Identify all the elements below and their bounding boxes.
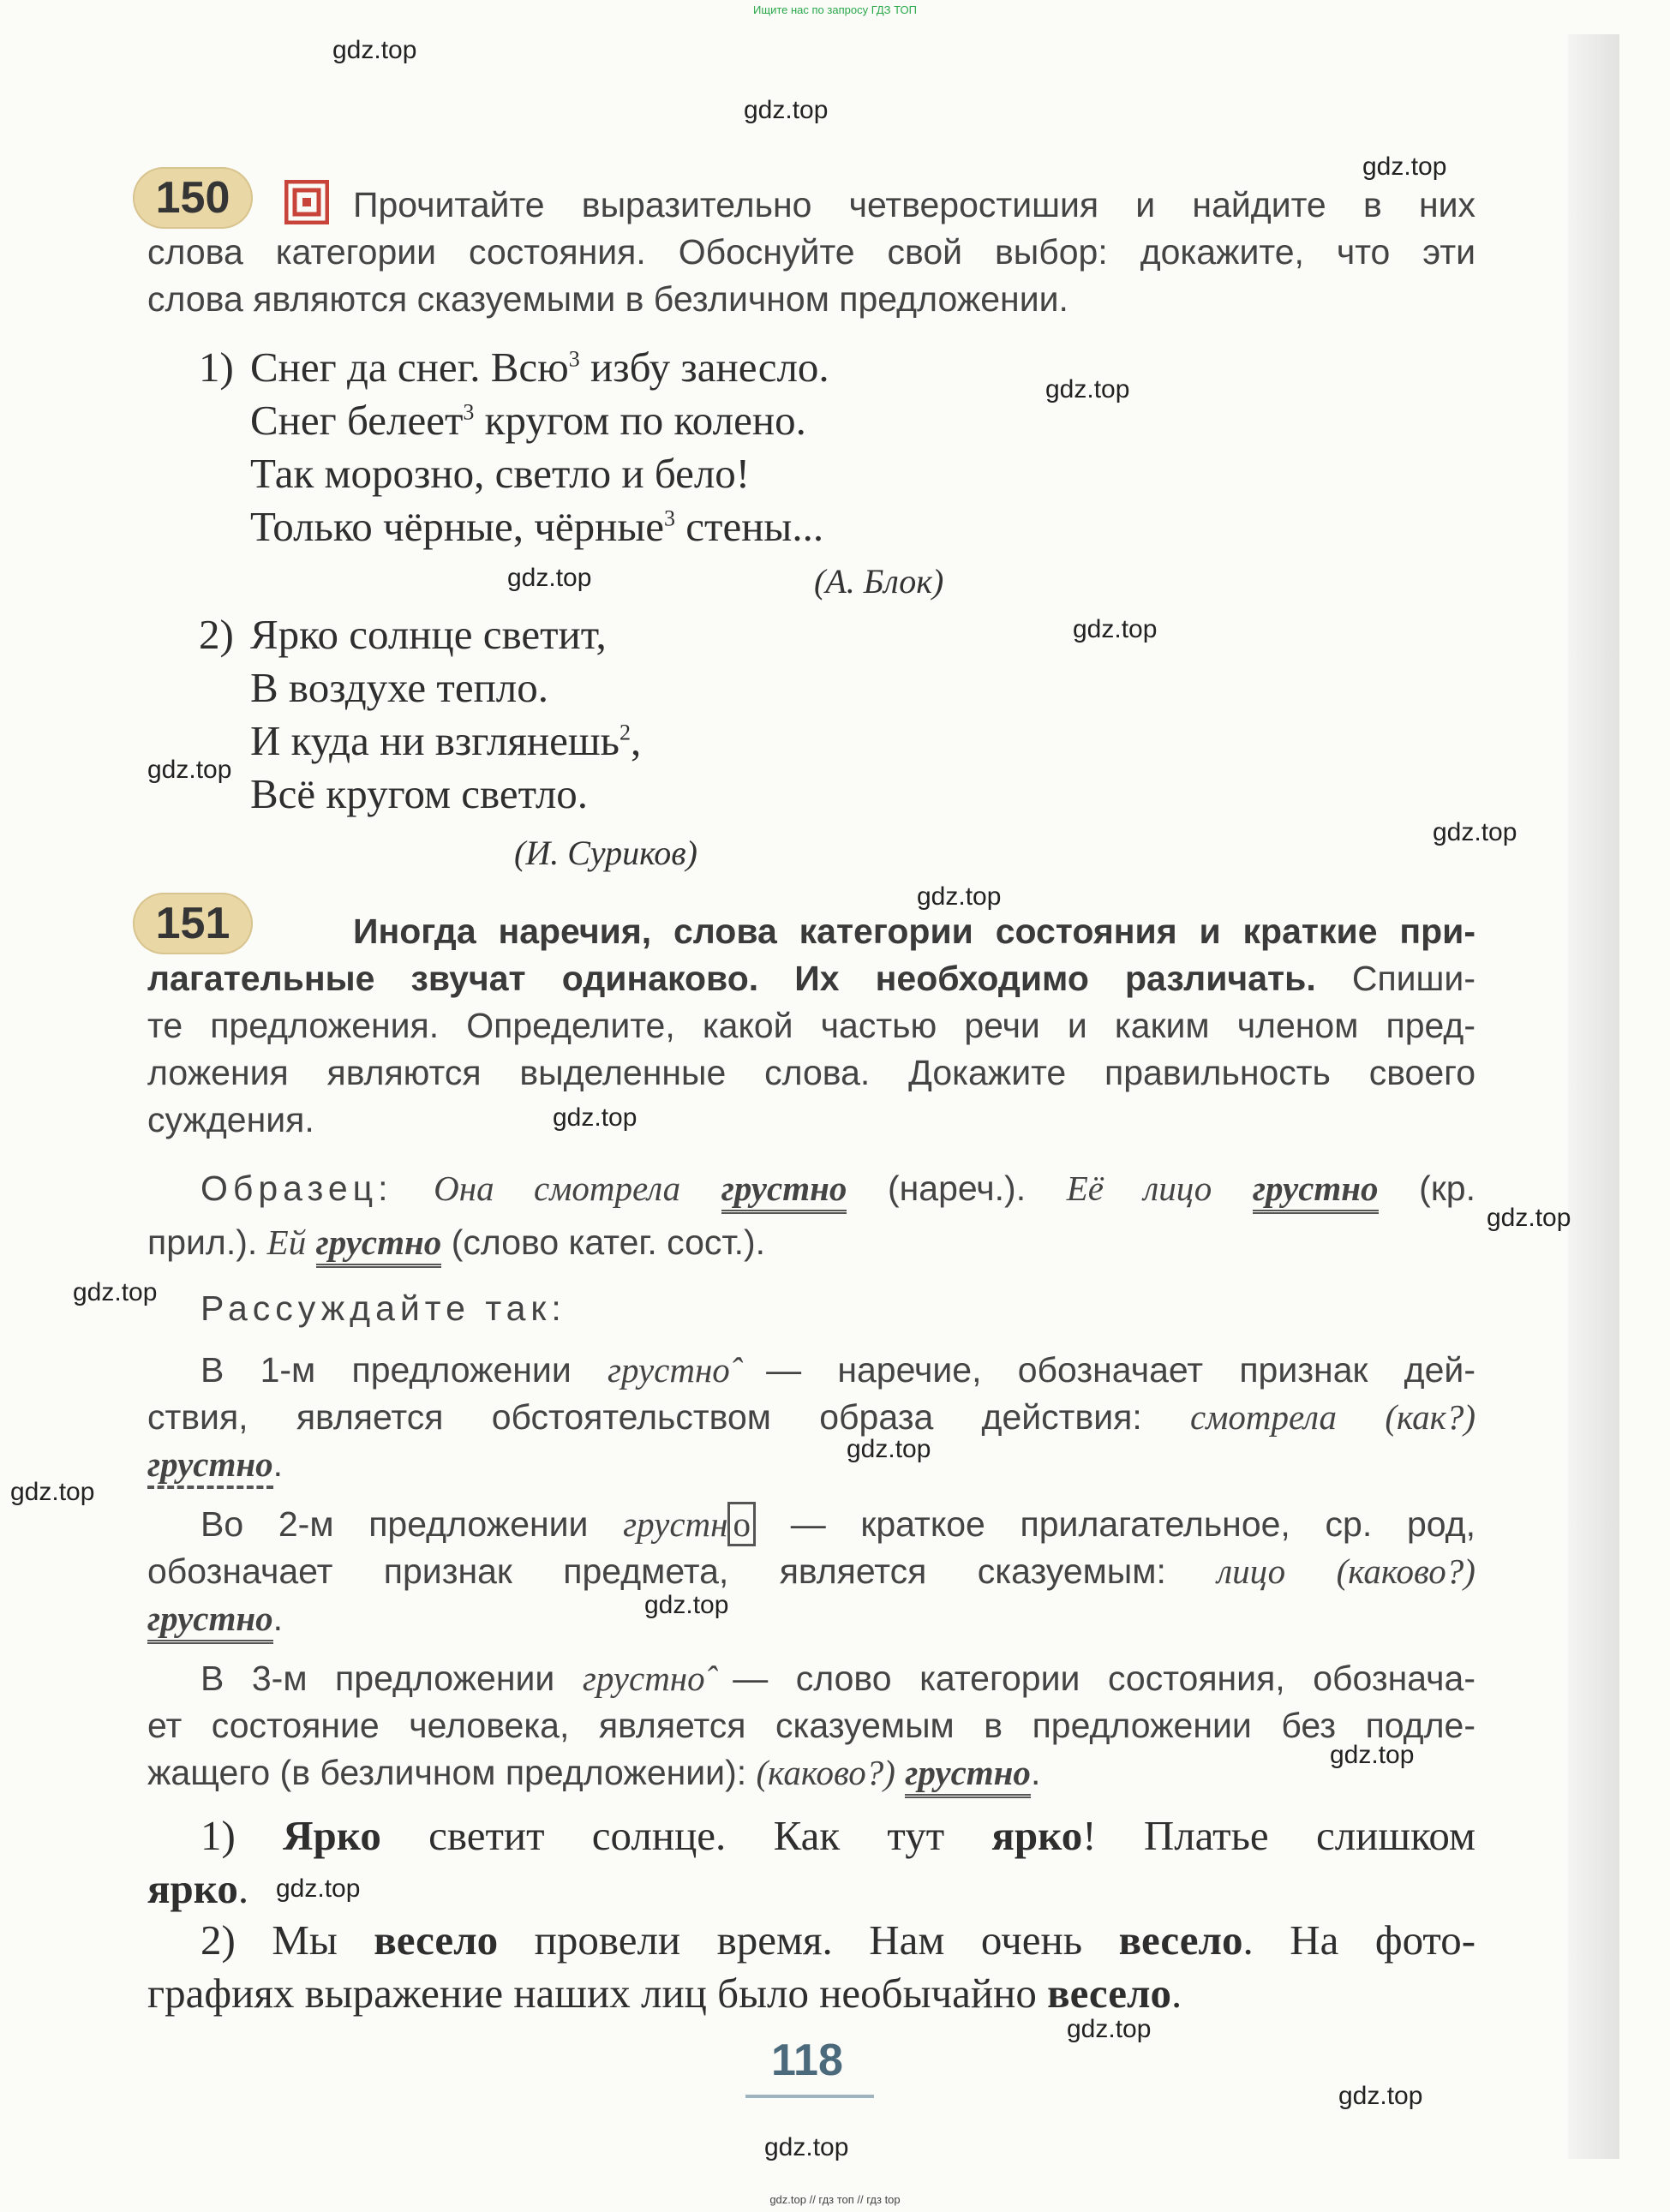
watermark: gdz.top xyxy=(1073,615,1158,643)
sample-block xyxy=(147,1165,1475,1266)
reasoning-label xyxy=(147,1285,1475,1332)
reasoning-line: жащего (в безличном предложении): (каково?) грустно. xyxy=(147,1749,1475,1797)
reasoning-text: — наречие, обозначает признак дей- xyxy=(766,1350,1475,1390)
poem-line: Так морозно, светло и бело! xyxy=(250,450,751,497)
watermark: gdz.top xyxy=(1067,2015,1152,2043)
page-number: 118 xyxy=(771,2036,843,2085)
highlighted-word: грустно xyxy=(147,1599,273,1644)
sentence-line xyxy=(147,1967,1475,2020)
highlighted-word: весело xyxy=(374,1916,499,1964)
task-line: Иногда наречия, слова категории состояния и краткие при- xyxy=(353,912,1475,951)
stress-mark: 2 xyxy=(619,720,631,745)
reasoning-line: грустно. xyxy=(147,1595,1475,1642)
reasoning-line xyxy=(147,1655,1475,1702)
sentence-text: . xyxy=(237,1865,249,1912)
task-line: суждения. xyxy=(147,1100,314,1139)
reasoning-text: — краткое прилагательное, ср. род, xyxy=(790,1504,1475,1544)
exercise-150-task xyxy=(147,182,1475,323)
poem-author: (А. Блок) xyxy=(814,562,944,601)
word-form: смотрела xyxy=(1190,1397,1338,1437)
reasoning-text: обозначает признак предмета, является сказуемым: xyxy=(147,1551,1166,1591)
item-marker: 1) xyxy=(201,1812,236,1859)
watermark: gdz.top xyxy=(1433,818,1517,846)
reasoning-2 xyxy=(147,1501,1475,1642)
watermark: gdz.top xyxy=(73,1278,158,1306)
sentences-2 xyxy=(147,1914,1475,2020)
sentence-text: . На фото- xyxy=(1242,1916,1476,1964)
task-line: Прочитайте выразительно четверостишия и найдите в них xyxy=(353,185,1475,224)
sample-note: (кр. xyxy=(1419,1169,1475,1208)
watermark: gdz.top xyxy=(1362,152,1447,181)
reasoning-text: В 3-м предложении xyxy=(201,1659,555,1698)
question: (каково?) xyxy=(756,1753,895,1792)
watermark: gdz.top xyxy=(1487,1204,1571,1232)
reasoning-line: грустно. xyxy=(147,1441,1475,1488)
stress-mark: 3 xyxy=(568,346,580,372)
sentence-line xyxy=(147,1809,1475,1862)
highlighted-word: грустно xyxy=(147,1444,273,1489)
exercise-number-badge: 150 xyxy=(133,167,253,229)
reasoning-text: Во 2-м предложении xyxy=(201,1504,589,1544)
poem-text: , xyxy=(630,717,642,764)
reasoning-line xyxy=(147,1347,1475,1394)
poem-text: стены... xyxy=(675,503,824,550)
task-text: лагательные звучат одинаково. Их необходимо различать. xyxy=(147,959,1316,998)
word-form: грустно̂ xyxy=(608,1350,730,1390)
watermark: gdz.top xyxy=(1330,1741,1415,1769)
poem-text: избу занесло. xyxy=(579,344,829,391)
reasoning-text: В 1-м предложении xyxy=(201,1350,572,1390)
watermark: gdz.top xyxy=(553,1103,637,1132)
watermark: gdz.top xyxy=(276,1874,361,1903)
watermark: gdz.top xyxy=(147,756,232,784)
reasoning-line xyxy=(147,1501,1475,1548)
sample-label: Образец: xyxy=(201,1169,393,1208)
reasoning-text: — слово категории состояния, обознача- xyxy=(733,1659,1475,1698)
poem-line xyxy=(250,716,641,765)
sentence-line xyxy=(147,1862,1475,1916)
exercise-151-task xyxy=(147,908,1475,1144)
watermark: gdz.top xyxy=(764,2133,849,2161)
poem-line xyxy=(250,343,829,392)
task-line: слова являются сказуемыми в безличном предложении. xyxy=(147,279,1068,319)
ending-box: о xyxy=(727,1502,756,1546)
word-form: грустно̂ xyxy=(582,1659,705,1698)
sample-line xyxy=(147,1219,1475,1266)
poem-text: Снег белеет xyxy=(250,397,464,444)
watermark: gdz.top xyxy=(644,1591,729,1619)
poem-line xyxy=(250,502,823,551)
task-text: Спиши- xyxy=(1315,959,1475,998)
watermark: gdz.top xyxy=(1045,375,1130,404)
word-form xyxy=(623,1502,756,1546)
highlighted-word: грустно xyxy=(721,1169,847,1214)
poem-line xyxy=(250,396,806,445)
sample-note: прил.). xyxy=(147,1223,258,1262)
sample-note: (слово катег. сост.). xyxy=(451,1223,766,1262)
task-line: те предложения. Определите, какой частью речи и каким членом пред- xyxy=(147,1006,1475,1045)
watermark: gdz.top xyxy=(332,36,417,64)
page-number-underline xyxy=(745,2095,874,2098)
poem-author: (И. Суриков) xyxy=(514,834,697,872)
highlighted-word: грустно xyxy=(905,1753,1031,1798)
highlighted-word: грустно xyxy=(316,1223,442,1268)
task-line: ложения являются выделенные слова. Докажите правильность своего xyxy=(147,1053,1475,1092)
sample-text: Её лицо xyxy=(1066,1169,1212,1208)
sentence-text: графиях выражение наших лиц было необычайно xyxy=(147,1970,1048,2017)
reasoning-text: ствия, является обстоятельством образа действия: xyxy=(147,1397,1142,1437)
top-banner: Ищите нас по запросу ГДЗ ТОП xyxy=(753,3,917,16)
bottom-banner: gdz.top // гдз топ // гдз top xyxy=(769,2193,901,2206)
stress-mark: 3 xyxy=(664,505,676,531)
reasoning-line xyxy=(147,1394,1475,1441)
watermark: gdz.top xyxy=(917,882,1002,911)
poem-text: Только чёрные, чёрные xyxy=(250,503,665,550)
sentence-text: . xyxy=(1171,1970,1182,2017)
task-line xyxy=(147,955,1475,1002)
sentence-text: провели время. Нам очень xyxy=(498,1916,1119,1964)
highlighted-word: Ярко xyxy=(283,1812,381,1859)
highlighted-word: грустно xyxy=(1253,1169,1379,1214)
sentence-text: Мы xyxy=(272,1916,374,1964)
sample-text: Ей xyxy=(266,1223,307,1262)
reasoning-line: ет состояние человека, является сказуемым в предложении без подле- xyxy=(147,1706,1475,1745)
poem-text: И куда ни взглянешь xyxy=(250,717,620,764)
reasoning-line xyxy=(147,1548,1475,1595)
watermark: gdz.top xyxy=(1338,2082,1423,2110)
task-line: слова категории состояния. Обоснуйте свой выбор: докажите, что эти xyxy=(147,232,1475,272)
reasoning-1 xyxy=(147,1347,1475,1488)
watermark: gdz.top xyxy=(847,1435,931,1463)
poem-line: Ярко солнце светит, xyxy=(250,611,607,658)
item-marker: 2) xyxy=(201,1916,236,1964)
sentences-1 xyxy=(147,1809,1475,1916)
sample-note: (нареч.). xyxy=(887,1169,1027,1208)
highlighted-word: весело xyxy=(1047,1970,1172,2017)
word-form: лицо xyxy=(1217,1551,1286,1591)
stress-mark: 3 xyxy=(463,399,475,425)
highlighted-word: весело xyxy=(1118,1916,1243,1964)
question: (каково?) xyxy=(1336,1551,1475,1591)
poem-line: В воздухе тепло. xyxy=(250,664,549,711)
sentence-text: ! Платье слишком xyxy=(1082,1812,1475,1859)
sentence-line xyxy=(147,1914,1475,1967)
poem-line: Всё кругом светло. xyxy=(250,770,589,817)
poem-text: Снег да снег. Всю xyxy=(250,344,569,391)
poem-text: кругом по колено. xyxy=(474,397,806,444)
question: (как?) xyxy=(1385,1397,1475,1437)
word-stem: грустн xyxy=(623,1504,728,1544)
item-marker: 2) xyxy=(199,611,234,658)
sentence-text: светит солнце. Как тут xyxy=(380,1812,992,1859)
reasoning-3 xyxy=(147,1655,1475,1797)
page-edge-shadow xyxy=(1568,34,1619,2159)
highlighted-word: ярко xyxy=(991,1812,1083,1859)
reasoning-heading: Рассуждайте так: xyxy=(201,1288,566,1328)
reasoning-text: жащего (в безличном предложении): xyxy=(147,1753,747,1792)
highlighted-word: ярко xyxy=(147,1865,238,1912)
watermark: gdz.top xyxy=(507,564,592,592)
sample-text: Она смотрела xyxy=(434,1169,681,1208)
item-marker: 1) xyxy=(199,344,234,391)
sample-line xyxy=(147,1165,1475,1212)
exercise-number-badge: 151 xyxy=(133,893,253,954)
watermark: gdz.top xyxy=(744,96,829,124)
watermark: gdz.top xyxy=(10,1478,95,1506)
